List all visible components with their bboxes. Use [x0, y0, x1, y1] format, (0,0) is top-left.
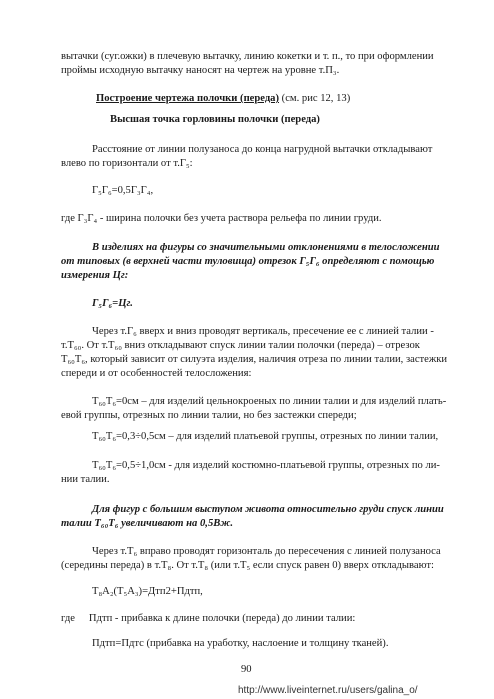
italic-note-line: В изделиях на фигуры со значительными отклонениями в телосложении [92, 242, 440, 253]
paragraph-line: влево по горизонтали от т.Г₅: [61, 158, 193, 169]
paragraph-line: нии талии. [61, 474, 110, 485]
subheading: Высшая точка горловины полочки (переда) [110, 114, 320, 125]
footer-url[interactable]: http://www.liveinternet.ru/users/galina_o/ [238, 685, 418, 696]
section-heading [96, 92, 350, 106]
italic-note-line: талии Т₆₀Т₆ увеличивают на 0,5Вж. [61, 518, 234, 529]
where-word: где [61, 613, 75, 624]
paragraph-line: Расстояние от линии полузаноса до конца нагрудной вытачки откладывают [92, 144, 433, 155]
paragraph-line: (середины переда) в т.Т₈. От т.Т₈ (или т.Т₅ если спуск равен 0) вверх откладывают: [61, 560, 434, 571]
paragraph-line [61, 612, 355, 626]
paragraph-line: евой группы, отрезных по линии талии, но без застежки спереди; [61, 410, 357, 421]
italic-note-line: Для фигур с большим выступом живота относительно груди спуск линии [92, 504, 444, 515]
paragraph-line: т.Т₆₀. От т.Т₆₀ вниз откладывают спуск линии талии полочки (переда) – отрезок [61, 340, 420, 351]
section-heading-title: Построение чертежа полочки (переда) [96, 93, 280, 104]
italic-note-line: от типовых (в верхней части туловища) отрезок Г₅Г₆ определяют с помощью [61, 256, 435, 267]
paragraph-line: Через т.Т₆ вправо проводят горизонталь до пересечения с линией полузаноса [92, 546, 441, 557]
paragraph-line: проймы исходную вытачку наносят на чертеж на уровне т.П₃. [61, 65, 340, 76]
paragraph-line: Пдтп=Пдтс (прибавка на уработку, наслоение и толщину тканей). [92, 638, 389, 649]
where-definition: Пдтп - прибавка к длине полочки (переда) до линии талии: [88, 613, 356, 624]
section-heading-ref: (см. рис 12, 13) [279, 93, 351, 104]
paragraph-line: Т₆₀Т₆=0,5÷1,0см - для изделий костюмно-платьевой группы, отрезных по ли- [92, 460, 440, 471]
paragraph-line: где Г₃Г₄ - ширина полочки без учета раствора рельефа по линии груди. [61, 213, 382, 224]
italic-note-line: измерения Цг: [61, 270, 129, 281]
paragraph-line: Т₆₀Т₆=0см – для изделий цельнокроеных по линии талии и для изделий плать- [92, 396, 447, 407]
page-number: 90 [241, 664, 252, 675]
formula: Т₈А₂(Т₅А₃)=Дтп2+Пдтп, [92, 586, 203, 597]
paragraph-line: вытачки (суг.ожки) в плечевую вытачку, линию кокетки и т. п., то при оформлении [61, 51, 434, 62]
paragraph-line: спереди и от особенностей телосложения: [61, 368, 252, 379]
paragraph-line: Т₆₀Т₆=0,3÷0,5см – для изделий платьевой группы, отрезных по линии талии, [92, 431, 439, 442]
formula: Г₅Г₆=Цг. [92, 298, 133, 309]
paragraph-line: Т₆₀Т₆, который зависит от силуэта изделия, наличия отреза по линии талии, застежки [61, 354, 448, 365]
paragraph-line: Через т.Г₆ вверх и вниз проводят вертикаль, пресечение ее с линией талии - [92, 326, 434, 337]
formula: Г₅Г₆=0,5Г₃Г₄, [92, 185, 154, 196]
